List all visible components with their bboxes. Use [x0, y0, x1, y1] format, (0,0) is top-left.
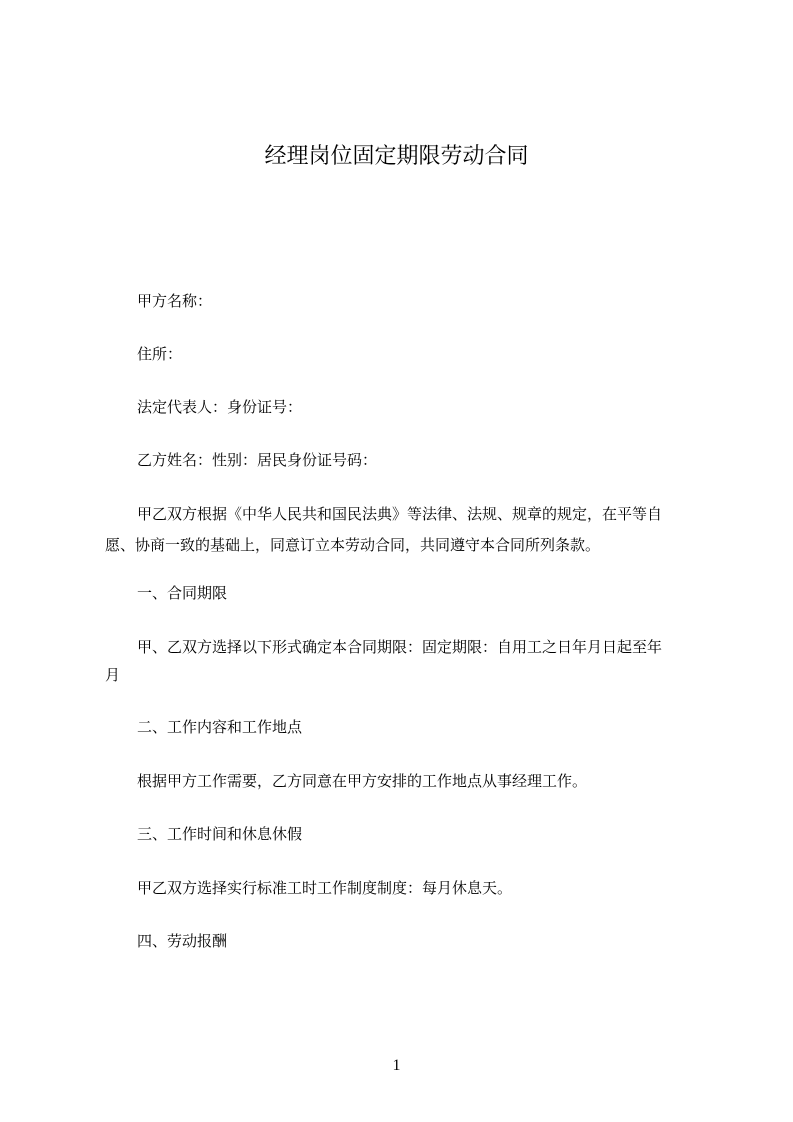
page-number: 1: [392, 1057, 401, 1074]
section-1-body-line-2: 月: [105, 666, 121, 684]
address-field: 住所：: [137, 345, 183, 363]
party-b-info-field: 乙方姓名：性别：居民身份证号码：: [137, 451, 378, 469]
document-title: 经理岗位固定期限劳动合同: [264, 144, 529, 169]
section-2-body: 根据甲方工作需要，乙方同意在甲方安排的工作地点从事经理工作。: [137, 772, 588, 790]
section-3-body: 甲乙双方选择实行标准工时工作制度制度：每月休息天。: [137, 879, 513, 897]
section-1-heading: 一、合同期限: [137, 584, 228, 602]
section-1-body-line-1: 甲、乙双方选择以下形式确定本合同期限：固定期限：自用工之日年月日起至年: [137, 638, 663, 656]
party-a-name-field: 甲方名称：: [137, 292, 213, 310]
intro-paragraph-line-1: 甲乙双方根据《中华人民共和国民法典》等法律、法规、规章的规定，在平等自: [137, 505, 663, 523]
section-2-heading: 二、工作内容和工作地点: [137, 718, 303, 736]
section-4-heading: 四、劳动报酬: [137, 932, 228, 950]
legal-representative-field: 法定代表人：身份证号：: [137, 398, 303, 416]
section-3-heading: 三、工作时间和休息休假: [137, 825, 303, 843]
intro-paragraph-line-2: 愿、协商一致的基础上，同意订立本劳动合同，共同遵守本合同所列条款。: [105, 536, 601, 554]
